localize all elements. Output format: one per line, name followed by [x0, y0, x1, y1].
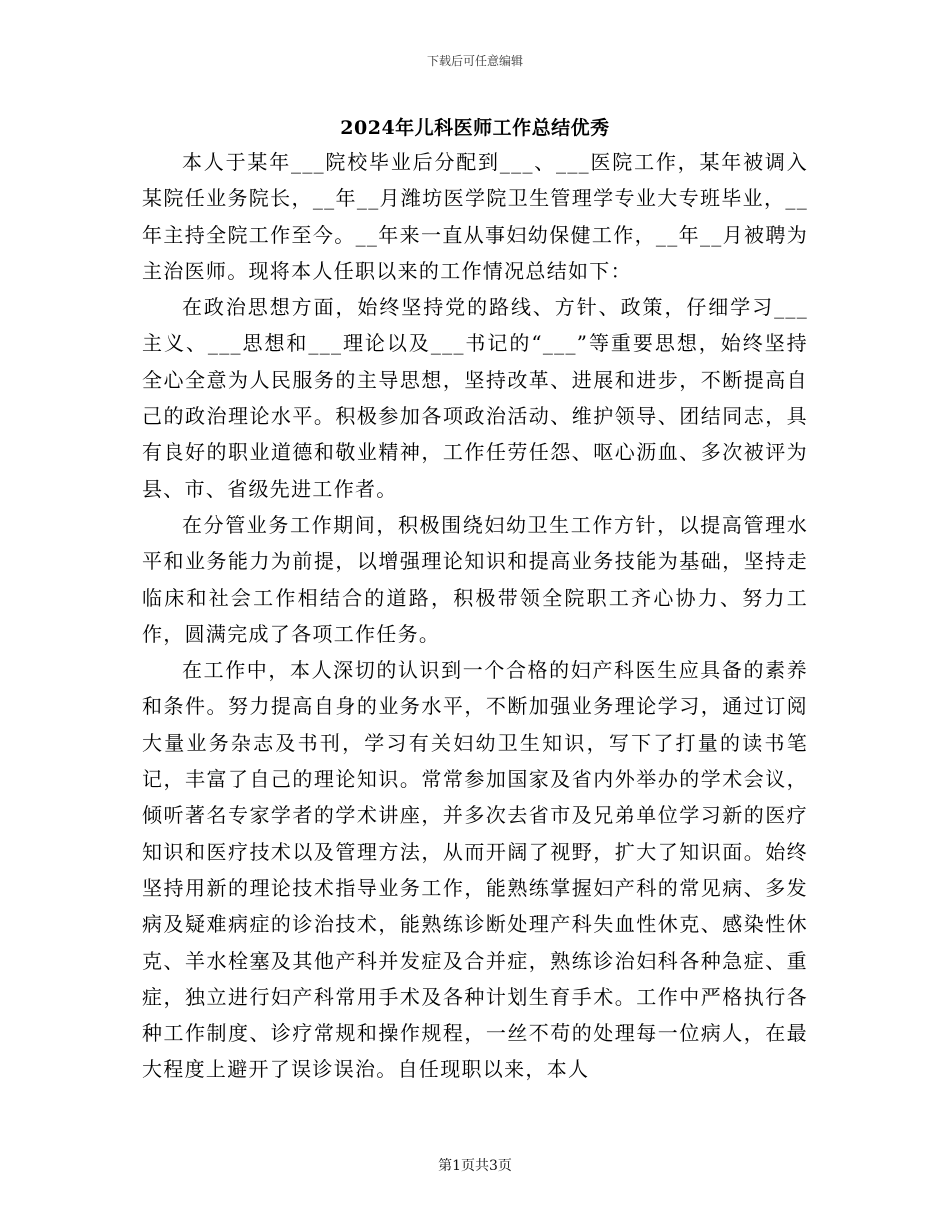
page-number: 第1页共3页	[438, 1158, 512, 1174]
document-body	[142, 144, 808, 1088]
document-title: 2024年儿科医师工作总结优秀	[340, 117, 610, 139]
paragraph-political: 在政治思想方面，始终坚持党的路线、方针、政策，仔细学习___主义、___思想和___理论以及___书记的“___”等重要思想，始终坚持全心全意为人民服务的主导思想，坚持改革、进展和进步，不断提高自己的政治理论水平。积极参加各项政治活动、维护领导、团结同志，具有良好的职业道德和敬业精神，工作任劳任怨、呕心沥血、多次被评为县、市、省级先进工作者。	[142, 295, 808, 501]
paragraph-intro: 本人于某年___院校毕业后分配到___、___医院工作，某年被调入某院任业务院长，__年__月潍坊医学院卫生管理学专业大专班毕业，__年主持全院工作至今。__年来一直从事妇幼保健工作，__年__月被聘为主治医师。现将本人任职以来的工作情况总结如下：	[142, 150, 808, 283]
page-header-note: 下载后可任意编辑	[426, 54, 523, 68]
paragraph-work: 在工作中，本人深切的认识到一个合格的妇产科医生应具备的素养和条件。努力提高自身的业务水平，不断加强业务理论学习，通过订阅大量业务杂志及书刊，学习有关妇幼卫生知识，写下了打量的读书笔记，丰富了自己的理论知识。常常参加国家及省内外举办的学术会议，倾听著名专家学者的学术讲座，并多次去省市及兄弟单位学习新的医疗知识和医疗技术以及管理方法，从而开阔了视野，扩大了知识面。始终坚持用新的理论技术指导业务工作，能熟练掌握妇产科的常见病、多发病及疑难病症的诊治技术，能熟练诊断处理产科失血性休克、感染性休克、羊水栓塞及其他产科并发症及合并症，熟练诊治妇科各种急症、重症，独立进行妇产科常用手术及各种计划生育手术。工作中严格执行各种工作制度、诊疗常规和操作规程，一丝不苟的处理每一位病人，在最大程度上避开了误诊误治。自任现职以来，本人	[142, 658, 808, 1082]
paragraph-management: 在分管业务工作期间，积极围绕妇幼卫生工作方针，以提高管理水平和业务能力为前提，以增强理论知识和提高业务技能为基础，坚持走临床和社会工作相结合的道路，积极带领全院职工齐心协力、努力工作，圆满完成了各项工作任务。	[142, 512, 808, 646]
